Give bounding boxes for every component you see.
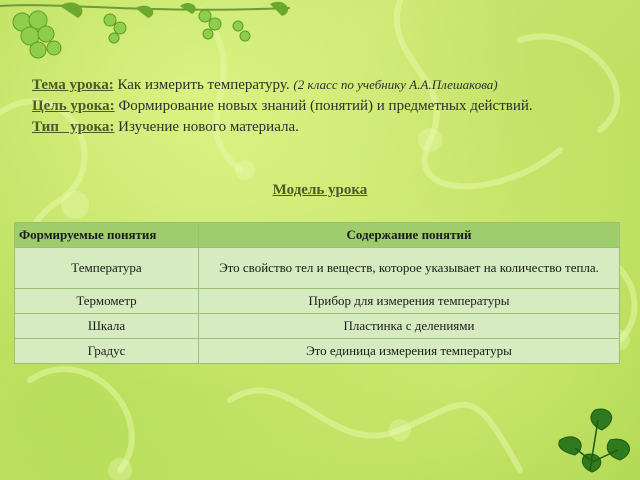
topic-label: Тема урока: — [32, 77, 114, 93]
topic-text: Как измерить температуру. — [117, 77, 290, 93]
term-cell: Температура — [15, 248, 199, 289]
goal-label: Цель урока: — [32, 98, 115, 114]
table-row — [15, 339, 620, 364]
model-title: Модель урока — [272, 182, 368, 198]
lesson-header — [32, 74, 622, 138]
term-cell: Градус — [15, 339, 199, 364]
topic-note: (2 класс по учебнику А.А.Плешакова) — [293, 77, 498, 92]
definition-cell: Это единица измерения температуры — [199, 339, 620, 364]
table-row — [15, 248, 620, 289]
definition-cell: Прибор для измерения температуры — [199, 289, 620, 314]
table-row — [15, 289, 620, 314]
table-row — [15, 314, 620, 339]
goal-text: Формирование новых знаний (понятий) и предметных действий. — [118, 98, 533, 114]
column-header-concepts: Формируемые понятия — [15, 223, 199, 248]
leaves-decoration-icon — [530, 400, 640, 480]
grapes-decoration-icon — [0, 0, 300, 70]
concepts-table — [14, 222, 620, 364]
lesson-goal-line — [32, 96, 622, 117]
term-cell: Термометр — [15, 289, 199, 314]
type-label: Тип урока: — [32, 119, 115, 135]
definition-cell: Это свойство тел и веществ, которое указывает на количество тепла. — [199, 248, 620, 289]
type-text: Изучение нового материала. — [118, 119, 299, 135]
term-cell: Шкала — [15, 314, 199, 339]
table-header-row — [15, 223, 620, 248]
definition-cell: Пластинка с делениями — [199, 314, 620, 339]
lesson-topic-line — [32, 74, 622, 96]
column-header-content: Содержание понятий — [199, 223, 620, 248]
lesson-type-line — [32, 117, 622, 138]
